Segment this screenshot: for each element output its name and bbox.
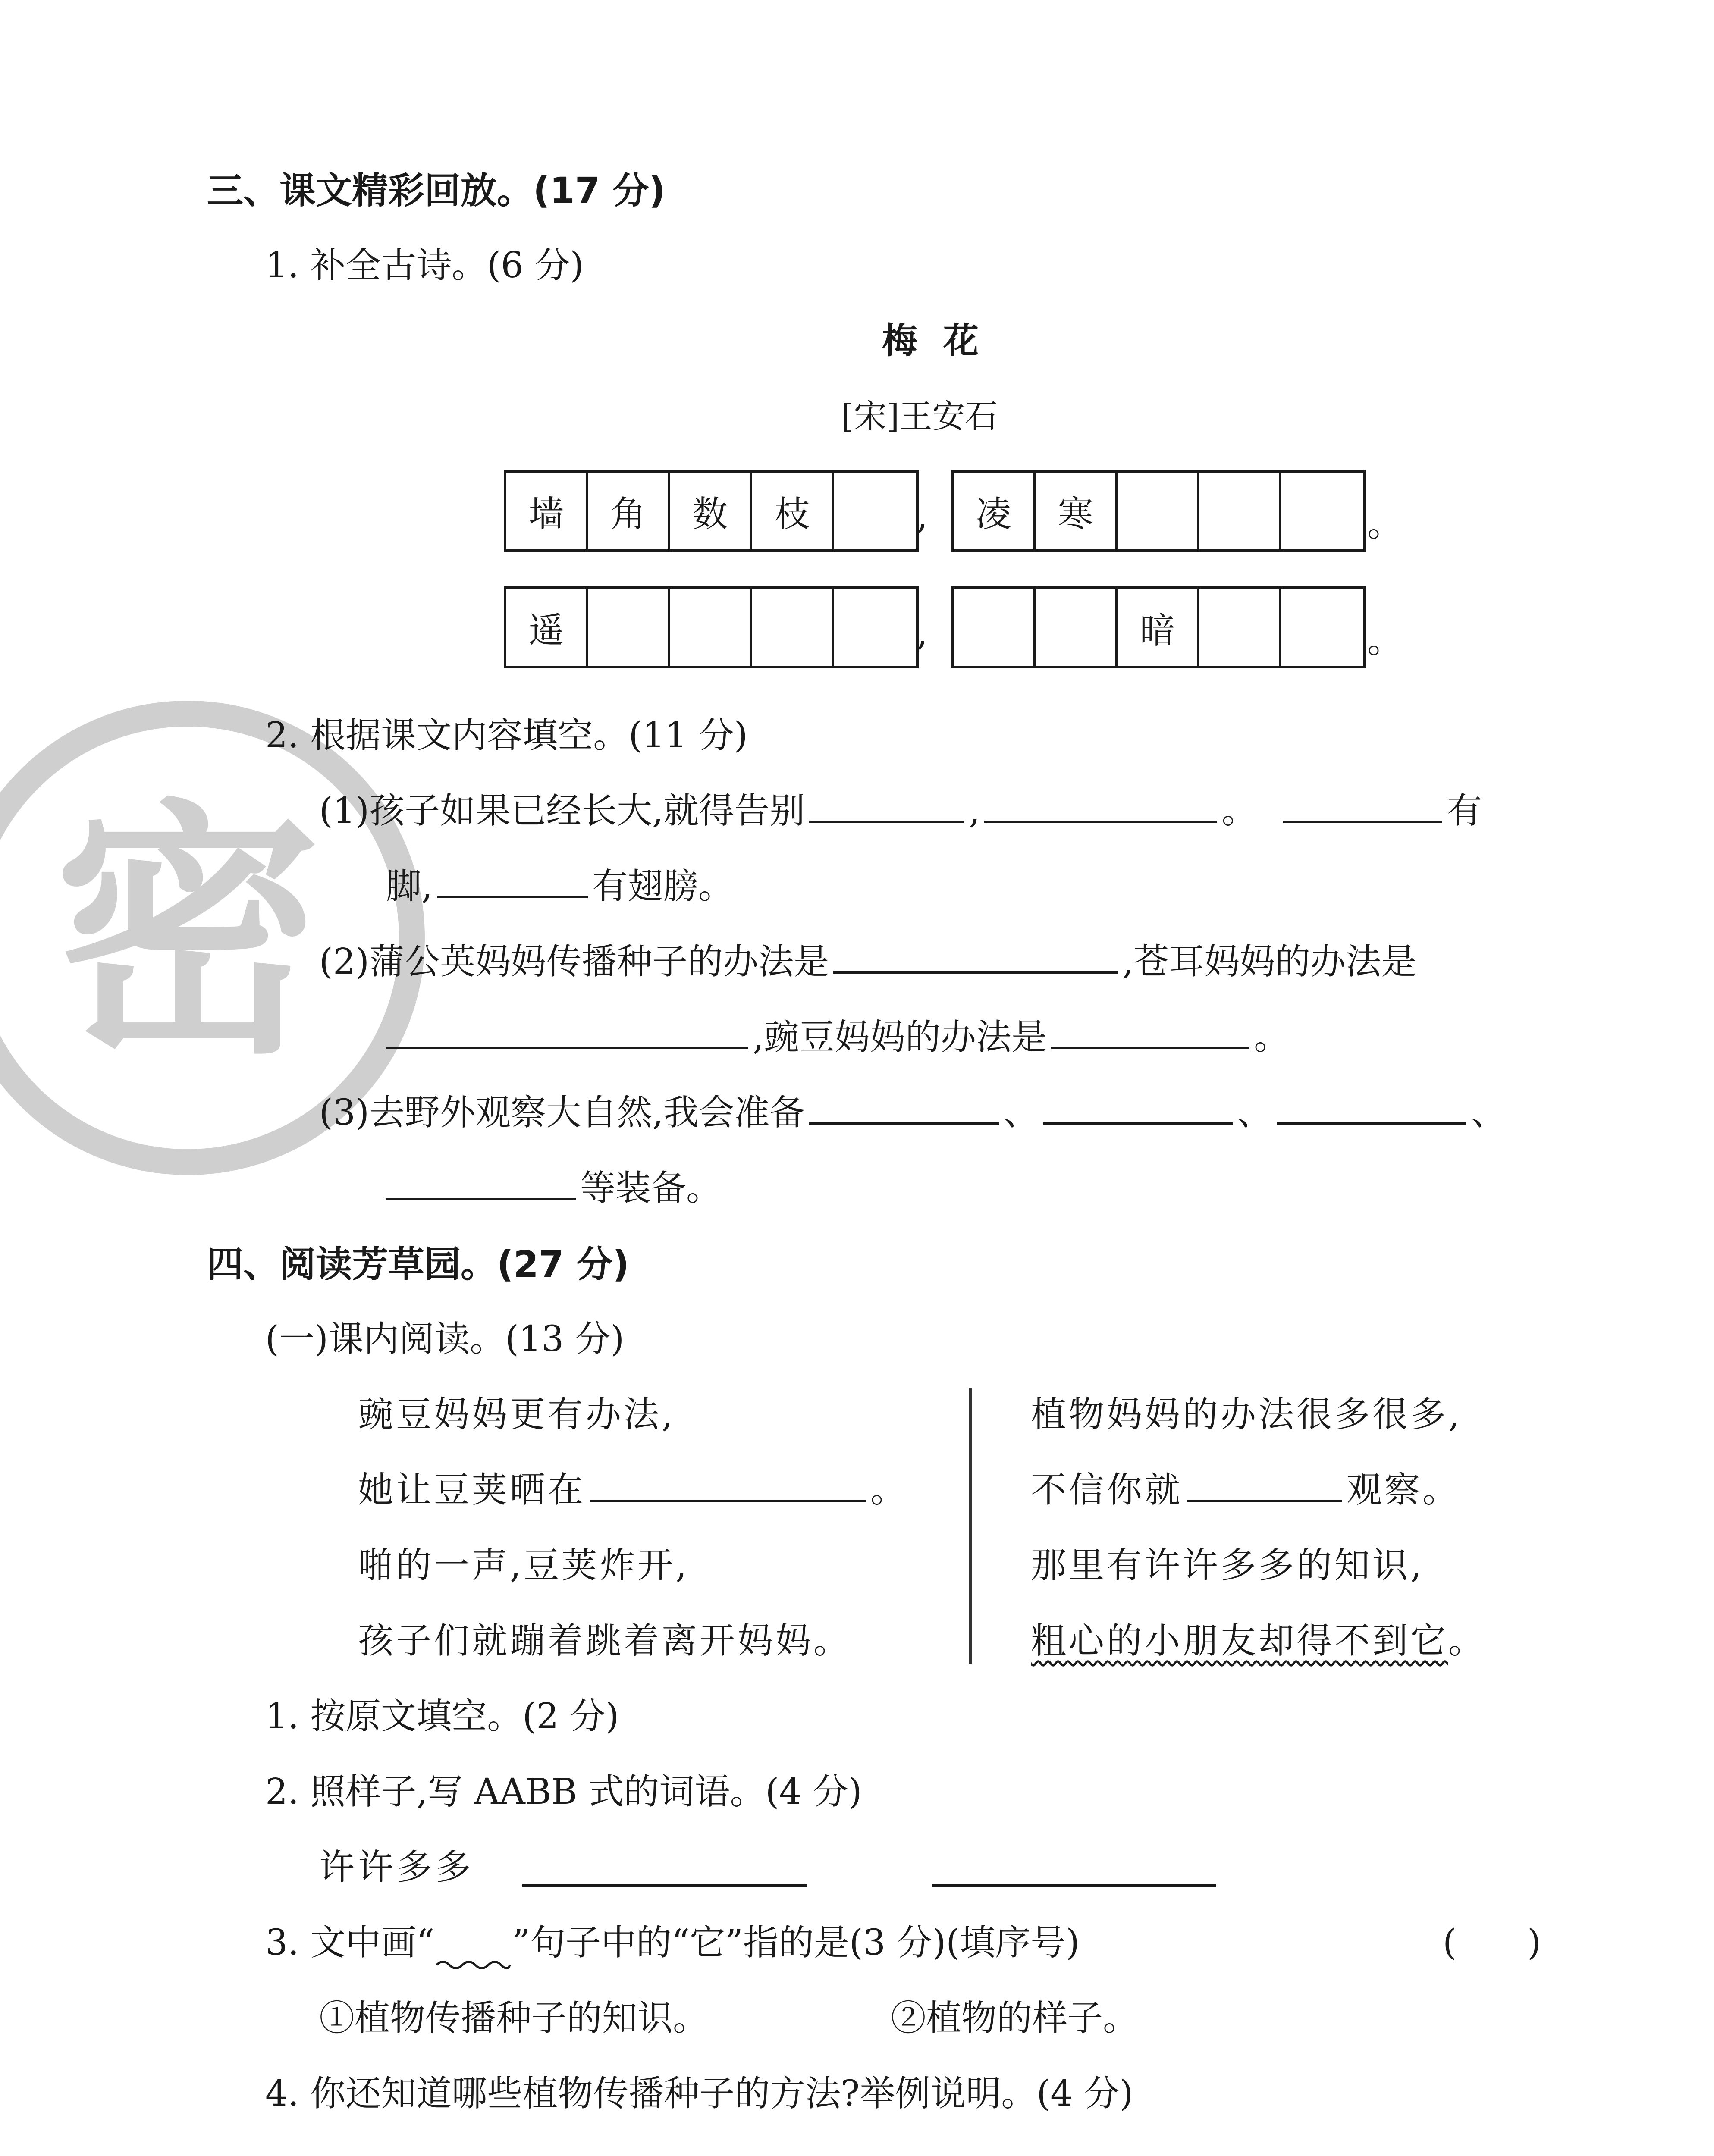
passage-left-line1: 豌豆妈妈更有办法, [358, 1394, 676, 1435]
q1-label: 1. 补全古诗。(6 分) [265, 245, 584, 286]
poem-cell: 角 [588, 473, 670, 549]
q2-item1-text: 脚, [386, 866, 433, 907]
poem-cell: 枝 [752, 473, 834, 549]
poem-blank-cell[interactable] [1036, 589, 1118, 666]
passage-left-line3: 啪的一声,豆荚炸开, [358, 1545, 690, 1586]
punct: 。 [1254, 1017, 1290, 1058]
passage-right-line2 [1031, 1462, 1460, 1512]
passage-left-line4: 孩子们就蹦着跳着离开妈妈。 [358, 1620, 852, 1661]
fill-blank[interactable] [1283, 789, 1442, 823]
q3-answer-parens[interactable]: ( ) [1443, 1922, 1541, 1963]
q2-item1-text: 有翅膀。 [592, 866, 734, 907]
poem-blank-cell[interactable] [1118, 473, 1199, 549]
poem-cell: 墙 [506, 473, 588, 549]
q2-item3-line1 [319, 1084, 1506, 1135]
punct: 。 [1448, 1620, 1487, 1661]
svg-text:密: 密 [54, 779, 321, 1090]
poem-blank-cell[interactable] [834, 473, 916, 549]
poem-grid-row2-left [504, 586, 919, 668]
poem-blank-cell[interactable] [670, 589, 752, 666]
q2-item2-text: ,豌豆妈妈的办法是 [753, 1017, 1047, 1058]
q2-item1-line1 [319, 783, 1482, 833]
answer-blank-2[interactable] [932, 1884, 1216, 1887]
poem-blank-cell[interactable] [1199, 473, 1281, 549]
passage-text: 观察。 [1347, 1470, 1461, 1510]
q3-text: ”句子中的“它”指的是(3 分)(填序号) [512, 1922, 1080, 1963]
q2-label: 2. 根据课文内容填空。(11 分) [265, 715, 748, 756]
fill-blank[interactable] [386, 1166, 576, 1200]
fill-blank[interactable] [590, 1468, 866, 1502]
passage-right-line4 [1031, 1613, 1486, 1663]
fill-blank[interactable] [809, 1091, 999, 1125]
q2-item2-text: (2)蒲公英妈妈传播种子的办法是 [319, 941, 829, 982]
poem-blank-cell[interactable] [1199, 589, 1281, 666]
poem-blank-cell[interactable] [834, 589, 916, 666]
q3-option-2: ②植物的样子。 [891, 1998, 1139, 2039]
poem-title: 梅花 [882, 320, 1005, 361]
fill-blank[interactable] [1277, 1091, 1466, 1125]
poem-blank-cell[interactable] [1281, 473, 1363, 549]
q2-item3-text: (3)去野外观察大自然,我会准备 [319, 1092, 805, 1133]
fill-blank[interactable] [1187, 1468, 1342, 1502]
poem-cell: 遥 [506, 589, 588, 666]
q3-option-1: ①植物传播种子的知识。 [319, 1998, 709, 2039]
comma: , [917, 496, 928, 537]
poem-grid-row2-right [951, 586, 1366, 668]
poem-author: [宋]王安石 [841, 397, 998, 436]
q2-item1-text: 有 [1447, 790, 1482, 831]
fill-blank[interactable] [437, 864, 588, 898]
poem-blank-cell[interactable] [588, 589, 670, 666]
s4-q2: 2. 照样子,写 AABB 式的词语。(4 分) [265, 1771, 862, 1812]
q2-item2-line2 [386, 1009, 1289, 1059]
poem-cell: 寒 [1036, 473, 1118, 549]
punct: 、 [1237, 1092, 1273, 1133]
fill-blank[interactable] [809, 789, 964, 823]
passage-right-line1: 植物妈妈的办法很多很多, [1031, 1394, 1463, 1435]
punct: 、 [1471, 1092, 1507, 1133]
punct: 。 [1221, 790, 1257, 831]
fill-blank[interactable] [386, 1015, 748, 1049]
poem-blank-cell[interactable] [1281, 589, 1363, 666]
passage-left-line2 [358, 1462, 908, 1512]
poem-grid-row1-right [951, 470, 1366, 552]
section4-heading: 四、阅读芳草园。(27 分) [207, 1243, 629, 1285]
punct: 。 [870, 1470, 909, 1510]
passage-right-line3: 那里有许许多多的知识, [1031, 1545, 1425, 1586]
wavy-line-sample [434, 1939, 512, 1965]
q2-item1-text: (1)孩子如果已经长大,就得告别 [319, 790, 805, 831]
answer-blank-1[interactable] [522, 1884, 807, 1887]
passage-text: 她让豆荚晒在 [358, 1470, 586, 1510]
passage-text: 不信你就 [1031, 1470, 1183, 1510]
q3-text: 3. 文中画“ [265, 1922, 435, 1963]
fill-blank[interactable] [1051, 1015, 1249, 1049]
fill-blank[interactable] [1043, 1091, 1233, 1125]
q2-item1-line2 [386, 858, 734, 909]
period: 。 [1367, 620, 1403, 661]
fill-blank[interactable] [984, 789, 1217, 823]
poem-grid-row1-left [504, 470, 919, 552]
q2-item2-line1 [319, 934, 1416, 984]
poem-blank-cell[interactable] [752, 589, 834, 666]
punct: , [969, 790, 980, 831]
poem-cell: 暗 [1118, 589, 1199, 666]
wavy-underlined-sentence: 粗心的小朋友却得不到它 [1031, 1620, 1449, 1661]
comma: , [917, 612, 928, 653]
passage-divider [969, 1388, 972, 1664]
q2-item2-text: ,苍耳妈妈的办法是 [1122, 941, 1417, 982]
poem-cell: 数 [670, 473, 752, 549]
poem-blank-cell[interactable] [954, 589, 1036, 666]
q2-item3-line2 [386, 1160, 722, 1210]
section3-heading: 三、课文精彩回放。(17 分) [207, 169, 666, 212]
s4-q2-example: 许许多多 [319, 1847, 475, 1888]
s4-q1: 1. 按原文填空。(2 分) [265, 1696, 619, 1737]
q2-item3-text: 等装备。 [580, 1168, 722, 1209]
s4-q3 [265, 1915, 1080, 1965]
fill-blank[interactable] [833, 940, 1118, 974]
punct: 、 [1003, 1092, 1039, 1133]
part1-label: (一)课内阅读。(13 分) [265, 1319, 625, 1360]
period: 。 [1367, 504, 1403, 545]
s4-q4: 4. 你还知道哪些植物传播种子的方法?举例说明。(4 分) [265, 2073, 1133, 2114]
poem-cell: 凌 [954, 473, 1036, 549]
